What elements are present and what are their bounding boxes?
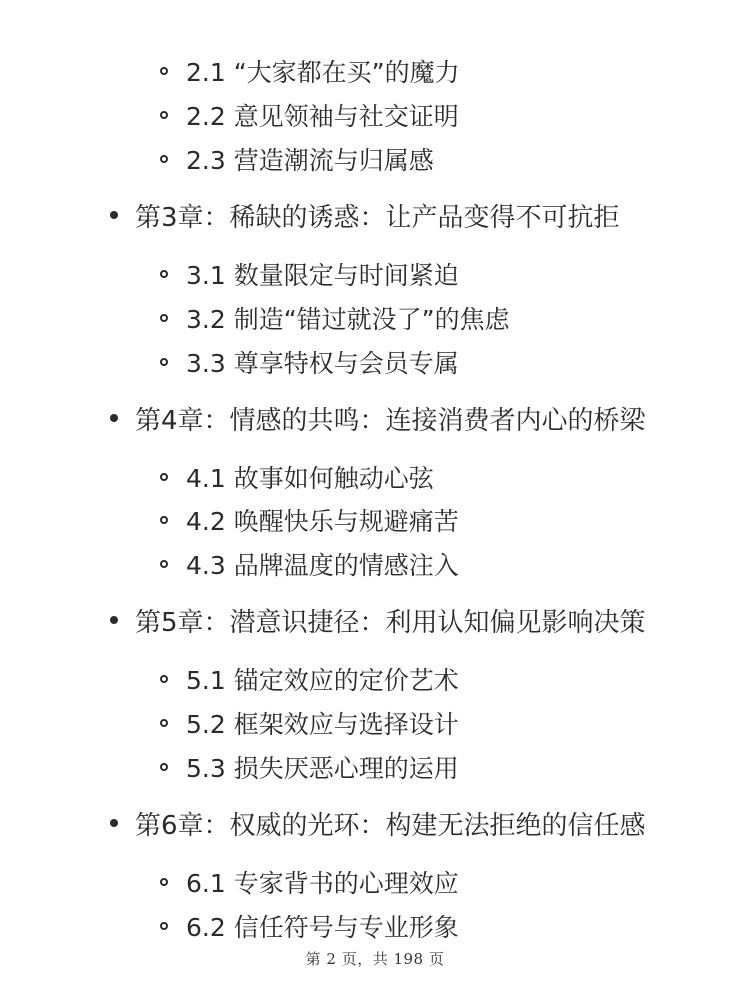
toc-section-label: 4.1 故事如何触动心弦 [186, 464, 434, 493]
toc-section-label: 4.3 品牌温度的情感注入 [186, 551, 459, 580]
toc-section-6-1 [0, 860, 750, 904]
toc-section-label: 5.1 锚定效应的定价艺术 [186, 666, 459, 695]
circle-bullet-icon [160, 67, 168, 75]
toc-section-label: 4.2 唤醒快乐与规避痛苦 [186, 507, 459, 536]
disc-bullet-icon [110, 414, 118, 422]
toc-section-4-1 [0, 455, 750, 499]
circle-bullet-icon [160, 516, 168, 524]
toc-section-label: 5.2 框架效应与选择设计 [186, 710, 459, 739]
circle-bullet-icon [160, 675, 168, 683]
toc-section-3-2 [0, 296, 750, 340]
toc-section-label: 6.2 信任符号与专业形象 [186, 913, 459, 942]
toc-section-3-1 [0, 252, 750, 296]
toc-section-label: 3.3 尊享特权与会员专属 [186, 349, 459, 378]
toc-section-4-2 [0, 498, 750, 542]
toc-section-6-2 [0, 904, 750, 948]
toc-chapter-4 [0, 396, 750, 440]
toc-chapter-6 [0, 801, 750, 845]
circle-bullet-icon [160, 719, 168, 727]
circle-bullet-icon [160, 473, 168, 481]
circle-bullet-icon [160, 922, 168, 930]
toc-section-5-2 [0, 701, 750, 745]
toc-chapter-3 [0, 193, 750, 237]
circle-bullet-icon [160, 358, 168, 366]
toc-section-5-1 [0, 657, 750, 701]
toc-section-label: 3.2 制造“错过就没了”的焦虑 [186, 305, 510, 334]
toc-section-3-3 [0, 340, 750, 384]
toc-section-label: 2.2 意见领袖与社交证明 [186, 102, 459, 131]
circle-bullet-icon [160, 560, 168, 568]
disc-bullet-icon [110, 211, 118, 219]
toc-section-label: 3.1 数量限定与时间紧迫 [186, 261, 459, 290]
disc-bullet-icon [110, 616, 118, 624]
circle-bullet-icon [160, 878, 168, 886]
page-number-footer: 第 2 页，共 198 页 [305, 950, 445, 968]
disc-bullet-icon [110, 819, 118, 827]
toc-section-2-3 [0, 137, 750, 181]
toc-chapter-label: 第4章：情感的共鸣：连接消费者内心的桥梁 [135, 405, 646, 436]
toc-section-4-3 [0, 542, 750, 586]
circle-bullet-icon [160, 270, 168, 278]
toc-section-label: 2.3 营造潮流与归属感 [186, 146, 434, 175]
toc-chapter-5 [0, 598, 750, 642]
toc-section-label: 5.3 损失厌恶心理的运用 [186, 754, 459, 783]
toc-section-5-3 [0, 745, 750, 789]
circle-bullet-icon [160, 111, 168, 119]
toc-section-label: 6.1 专家背书的心理效应 [186, 869, 459, 898]
toc-chapter-label: 第6章：权威的光环：构建无法拒绝的信任感 [135, 810, 646, 841]
toc-section-label: 2.1 “大家都在买”的魔力 [186, 58, 460, 87]
circle-bullet-icon [160, 763, 168, 771]
circle-bullet-icon [160, 155, 168, 163]
toc-chapter-label: 第3章：稀缺的诱惑：让产品变得不可抗拒 [135, 202, 620, 233]
circle-bullet-icon [160, 314, 168, 322]
toc-section-2-1 [0, 49, 750, 93]
toc-chapter-label: 第5章：潜意识捷径：利用认知偏见影响决策 [135, 607, 646, 638]
toc-section-2-2 [0, 93, 750, 137]
